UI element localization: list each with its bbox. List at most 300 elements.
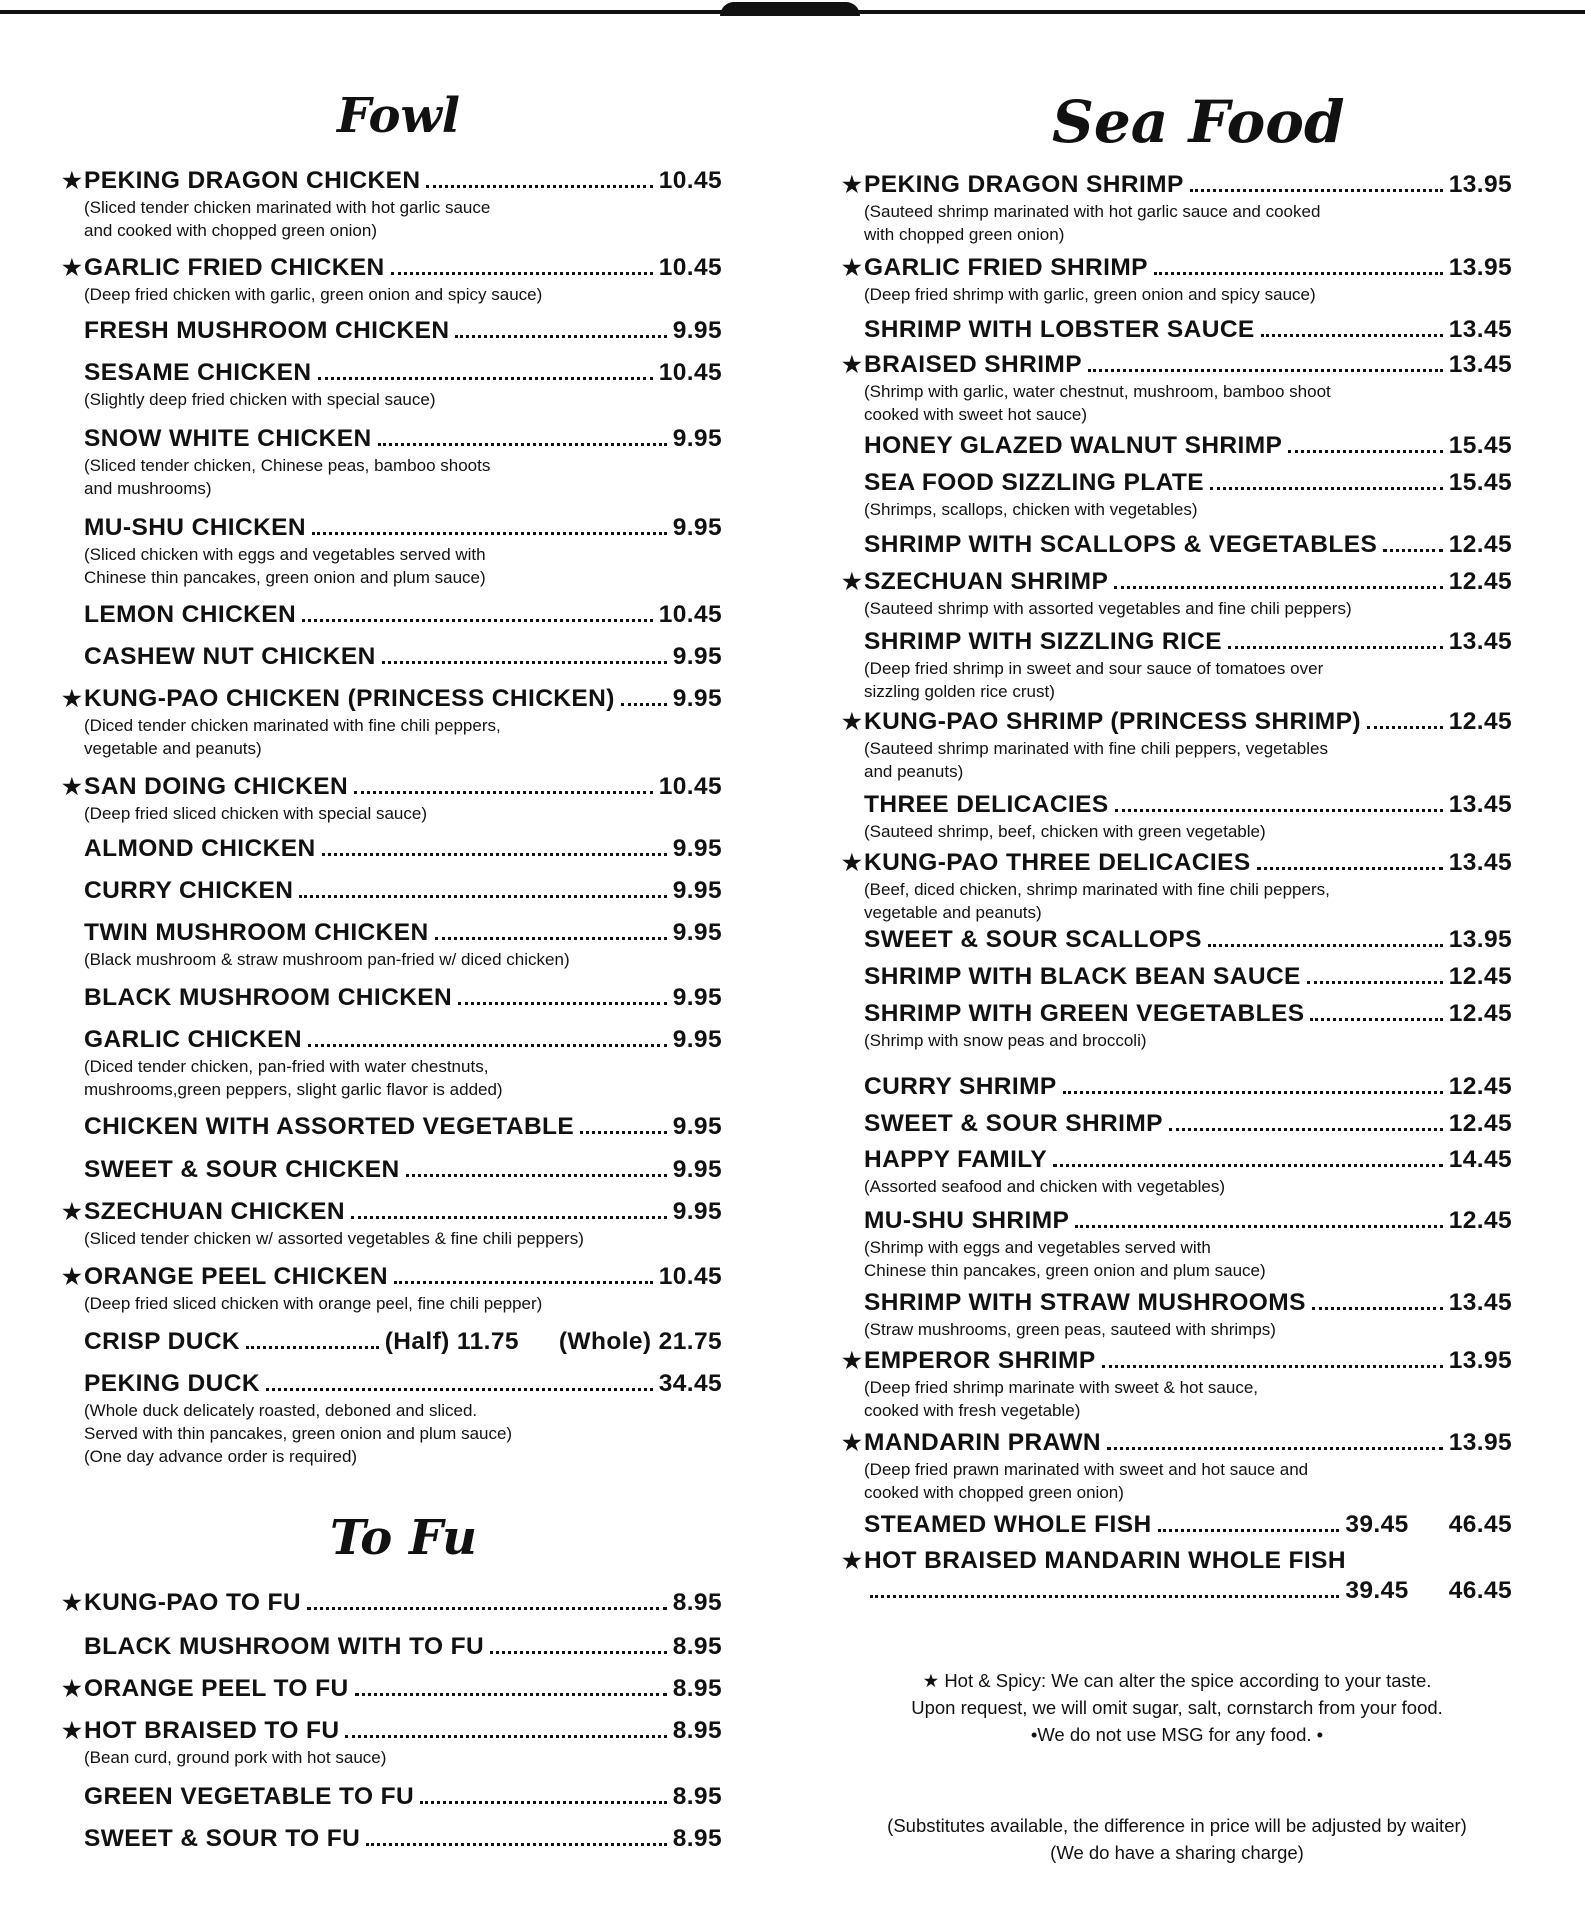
star-icon: ★ — [842, 850, 863, 875]
star-icon: ★ — [842, 1430, 863, 1455]
star-icon: ★ — [62, 168, 83, 193]
leader-dots — [354, 791, 653, 794]
menu-item-description: (Sauteed shrimp, beef, chicken with green vegetable) — [864, 822, 1266, 841]
menu-item — [842, 1145, 1512, 1198]
menu-item — [62, 1197, 722, 1250]
menu-item — [842, 790, 1512, 843]
menu-item-row — [842, 707, 1512, 737]
menu-item-description: (One day advance order is required) — [84, 1447, 358, 1466]
menu-item-name: GARLIC CHICKEN — [84, 1026, 302, 1053]
menu-item-name: BLACK MUSHROOM WITH TO FU — [84, 1633, 485, 1660]
star-icon: ★ — [62, 1199, 83, 1224]
menu-item-description: and peanuts) — [864, 762, 964, 781]
menu-item-name: STEAMED WHOLE FISH — [864, 1511, 1152, 1538]
menu-item-row — [62, 1369, 722, 1399]
menu-item-price: 15.45 — [1448, 469, 1512, 496]
menu-item-name: KUNG-PAO SHRIMP (PRINCESS SHRIMP) — [864, 708, 1361, 735]
menu-item-row — [842, 431, 1512, 461]
menu-item-row — [842, 999, 1512, 1029]
leader-dots — [1063, 1091, 1443, 1094]
menu-item-description: Served with thin pancakes, green onion and plum sauce) — [84, 1424, 513, 1443]
menu-item-description: (Whole duck delicately roasted, deboned and sliced. — [84, 1401, 478, 1420]
menu-item-name: THREE DELICACIES — [864, 791, 1109, 818]
menu-item-row — [62, 772, 722, 802]
menu-item-price: 8.95 — [672, 1589, 722, 1616]
menu-item — [842, 567, 1512, 620]
menu-item-row — [842, 468, 1512, 498]
menu-item-name: SHRIMP WITH STRAW MUSHROOMS — [864, 1289, 1306, 1316]
menu-item-price: 9.95 — [672, 984, 722, 1011]
menu-item-row — [842, 253, 1512, 283]
menu-item-row — [842, 1346, 1512, 1376]
menu-item-name: BLACK MUSHROOM CHICKEN — [84, 984, 453, 1011]
menu-item-row — [62, 1327, 722, 1357]
menu-item — [842, 1288, 1512, 1341]
leader-dots — [312, 532, 667, 535]
leader-dots — [435, 937, 667, 940]
seafood-title: Sea Food — [1052, 88, 1345, 156]
menu-item-description: (Deep fried sliced chicken with special sauce) — [84, 804, 427, 823]
leader-dots — [366, 1843, 666, 1846]
menu-item-name: FRESH MUSHROOM CHICKEN — [84, 317, 450, 344]
menu-item — [62, 772, 722, 825]
leader-dots — [1114, 586, 1442, 589]
star-icon: ★ — [842, 352, 863, 377]
menu-item-name: SAN DOING CHICKEN — [84, 773, 349, 800]
menu-item-description: (Shrimps, scallops, chicken with vegetables) — [864, 500, 1198, 519]
star-icon: ★ — [62, 1264, 83, 1289]
menu-item-description: (Sliced tender chicken w/ assorted vegetables & fine chili peppers) — [84, 1229, 584, 1248]
menu-item — [842, 1109, 1512, 1139]
leader-dots — [1310, 1018, 1442, 1021]
leader-dots — [382, 661, 667, 664]
menu-item-price: 13.45 — [1448, 628, 1512, 655]
menu-item-row — [62, 253, 722, 283]
menu-item-name: SEA FOOD SIZZLING PLATE — [864, 469, 1204, 496]
menu-item-name: SHRIMP WITH SCALLOPS & VEGETABLES — [864, 531, 1378, 558]
menu-item-price: 13.45 — [1448, 1289, 1512, 1316]
menu-item-name: SNOW WHITE CHICKEN — [84, 425, 372, 452]
menu-item — [842, 1428, 1512, 1504]
menu-item — [842, 999, 1512, 1052]
menu-item-name: EMPEROR SHRIMP — [864, 1347, 1096, 1374]
menu-item-price: 9.95 — [672, 1198, 722, 1225]
leader-dots — [621, 703, 667, 706]
menu-item-description: (Sauteed shrimp marinated with fine chili peppers, vegetables — [864, 739, 1328, 758]
menu-item — [62, 1025, 722, 1101]
menu-item-row — [62, 684, 722, 714]
menu-item-price: 10.45 — [658, 601, 722, 628]
menu-item — [62, 316, 722, 346]
menu-item-name: CHICKEN WITH ASSORTED VEGETABLE — [84, 1113, 575, 1140]
menu-item-row — [62, 1112, 722, 1142]
menu-item-price: 9.95 — [672, 643, 722, 670]
leader-dots — [391, 272, 653, 275]
menu-item-name: SWEET & SOUR SHRIMP — [864, 1110, 1163, 1137]
menu-item — [842, 170, 1512, 246]
menu-item — [62, 1155, 722, 1185]
menu-item-row — [842, 1428, 1512, 1458]
menu-item-name: SWEET & SOUR SCALLOPS — [864, 926, 1202, 953]
leader-dots — [1261, 334, 1443, 337]
menu-item — [62, 1674, 722, 1704]
menu-item-description: (Beef, diced chicken, shrimp marinated with fine chili peppers, — [864, 880, 1330, 899]
menu-item-row — [842, 1206, 1512, 1236]
menu-item — [62, 1369, 722, 1468]
menu-item-name: SWEET & SOUR CHICKEN — [84, 1156, 400, 1183]
menu-item-name: SESAME CHICKEN — [84, 359, 312, 386]
menu-item-price: 9.95 — [672, 877, 722, 904]
menu-item-price: 12.45 — [1448, 531, 1512, 558]
menu-item-row — [842, 1288, 1512, 1318]
menu-item — [62, 1327, 722, 1357]
menu-item-description: (Black mushroom & straw mushroom pan-fried w/ diced chicken) — [84, 950, 570, 969]
menu-item — [62, 1824, 722, 1854]
menu-item-description: Chinese thin pancakes, green onion and plum sauce) — [864, 1261, 1266, 1280]
menu-item-price: 9.95 — [672, 317, 722, 344]
menu-item-description: (Deep fried shrimp in sweet and sour sauce of tomatoes over — [864, 659, 1324, 678]
leader-dots — [1307, 981, 1443, 984]
menu-item-description: (Shrimp with eggs and vegetables served with — [864, 1238, 1211, 1257]
leader-dots — [378, 443, 667, 446]
menu-item — [842, 315, 1512, 345]
menu-item-price: 9.95 — [672, 685, 722, 712]
menu-item — [842, 253, 1512, 306]
menu-item — [62, 918, 722, 971]
menu-item-row — [62, 642, 722, 672]
menu-item-row — [842, 567, 1512, 597]
menu-item-price-large: 46.45 — [1448, 1577, 1512, 1604]
menu-item-description: (Sliced chicken with eggs and vegetables served with — [84, 545, 486, 564]
leader-dots — [1228, 646, 1443, 649]
leader-dots — [1312, 1307, 1443, 1310]
leader-dots — [1115, 809, 1443, 812]
menu-item-row — [62, 876, 722, 906]
menu-item-row — [62, 358, 722, 388]
menu-item-price: 8.95 — [672, 1717, 722, 1744]
menu-item-name: ALMOND CHICKEN — [84, 835, 316, 862]
menu-item-description: and cooked with chopped green onion) — [84, 221, 377, 240]
menu-item-row — [62, 834, 722, 864]
leader-dots — [246, 1346, 379, 1349]
leader-dots — [870, 1595, 1339, 1598]
leader-dots — [1102, 1365, 1443, 1368]
menu-item-description: (Diced tender chicken marinated with fine chili peppers, — [84, 716, 501, 735]
menu-item-name: LEMON CHICKEN — [84, 601, 297, 628]
menu-item-name: BRAISED SHRIMP — [864, 351, 1082, 378]
leader-dots — [580, 1131, 667, 1134]
menu-item-row — [62, 1716, 722, 1746]
menu-item-row — [842, 1109, 1512, 1139]
menu-item-name: PEKING DUCK — [84, 1370, 260, 1397]
menu-item-price: 8.95 — [672, 1633, 722, 1660]
menu-item-price-half: (Half) 11.75 — [384, 1328, 519, 1355]
menu-item-description: (Bean curd, ground pork with hot sauce) — [84, 1748, 387, 1767]
menu-item-row — [62, 1197, 722, 1227]
menu-item-name: HOT BRAISED MANDARIN WHOLE FISH — [864, 1547, 1346, 1574]
menu-item-price: 13.95 — [1448, 171, 1512, 198]
menu-item-name: CURRY SHRIMP — [864, 1073, 1057, 1100]
menu-item — [842, 468, 1512, 521]
menu-item-row — [842, 962, 1512, 992]
leader-dots — [1208, 944, 1443, 947]
star-icon: ★ — [62, 1718, 83, 1743]
leader-dots — [406, 1174, 667, 1177]
star-icon: ★ — [842, 1548, 863, 1573]
msg-note: •We do not use MSG for any food. • — [1030, 1724, 1324, 1745]
menu-item-name: SHRIMP WITH SIZZLING RICE — [864, 628, 1222, 655]
leader-dots — [266, 1388, 653, 1391]
menu-item-row — [842, 1145, 1512, 1175]
menu-item-price-row — [842, 1576, 1512, 1606]
menu-item-description: cooked with sweet hot sauce) — [864, 405, 1088, 424]
menu-item-row — [842, 315, 1512, 345]
menu-item-name: ORANGE PEEL TO FU — [84, 1675, 349, 1702]
menu-item — [842, 1346, 1512, 1422]
menu-item-name: MU-SHU CHICKEN — [84, 514, 307, 541]
menu-item-row — [842, 170, 1512, 200]
menu-item-price: 39.45 — [1345, 1577, 1409, 1604]
menu-item-price: 13.95 — [1448, 926, 1512, 953]
menu-item — [62, 1262, 722, 1315]
menu-item-row — [62, 983, 722, 1013]
menu-item-price: 9.95 — [672, 514, 722, 541]
menu-item-price: 13.95 — [1448, 1347, 1512, 1374]
menu-item-row — [842, 1510, 1512, 1540]
menu-item-description: (Straw mushrooms, green peas, sauteed with shrimps) — [864, 1320, 1276, 1339]
menu-item-row — [62, 424, 722, 454]
menu-item-name: SHRIMP WITH BLACK BEAN SAUCE — [864, 963, 1301, 990]
menu-item-price: 9.95 — [672, 1113, 722, 1140]
menu-item — [62, 983, 722, 1013]
star-icon: ★ — [842, 172, 863, 197]
menu-item-name: KUNG-PAO TO FU — [84, 1589, 302, 1616]
top-rule-ornament — [720, 2, 860, 16]
menu-item-description: (Sliced tender chicken marinated with hot garlic sauce — [84, 198, 491, 217]
menu-item-price: 12.45 — [1448, 708, 1512, 735]
menu-item-name: CURRY CHICKEN — [84, 877, 294, 904]
menu-item — [62, 684, 722, 760]
menu-item-name: SZECHUAN CHICKEN — [84, 1198, 345, 1225]
menu-item-row — [842, 627, 1512, 657]
leader-dots — [1107, 1447, 1443, 1450]
menu-item — [62, 358, 722, 411]
menu-item-description: (Diced tender chicken, pan-fried with water chestnuts, — [84, 1057, 489, 1076]
menu-item-description: cooked with chopped green onion) — [864, 1483, 1124, 1502]
menu-item-name: HONEY GLAZED WALNUT SHRIMP — [864, 432, 1283, 459]
leader-dots — [1383, 549, 1442, 552]
menu-item — [62, 834, 722, 864]
menu-item-price: 13.45 — [1448, 316, 1512, 343]
menu-item — [842, 431, 1512, 461]
menu-item-row — [842, 790, 1512, 820]
menu-item — [842, 848, 1512, 924]
menu-item-description: with chopped green onion) — [864, 225, 1065, 244]
menu-item-price: 13.45 — [1448, 791, 1512, 818]
menu-item — [842, 627, 1512, 703]
menu-item-price: 8.95 — [672, 1783, 722, 1810]
star-icon: ★ — [62, 1590, 83, 1615]
menu-item-name: GARLIC FRIED CHICKEN — [84, 254, 385, 281]
menu-item-row — [62, 1262, 722, 1292]
menu-item-price: 10.45 — [658, 1263, 722, 1290]
menu-item-price: 9.95 — [672, 919, 722, 946]
menu-item-name: CASHEW NUT CHICKEN — [84, 643, 376, 670]
leader-dots — [1210, 487, 1443, 490]
menu-item — [842, 925, 1512, 955]
menu-item-row — [62, 1588, 722, 1618]
menu-item — [842, 1510, 1512, 1540]
leader-dots — [1088, 369, 1443, 372]
leader-dots — [1075, 1225, 1442, 1228]
menu-item-description: (Sauteed shrimp with assorted vegetables and fine chili peppers) — [864, 599, 1352, 618]
menu-item-price: 12.45 — [1448, 1110, 1512, 1137]
menu-item — [62, 1716, 722, 1769]
menu-item-price: 12.45 — [1448, 963, 1512, 990]
menu-item-row — [842, 848, 1512, 878]
menu-item-name: ORANGE PEEL CHICKEN — [84, 1263, 388, 1290]
leader-dots — [318, 377, 653, 380]
menu-item-row — [842, 925, 1512, 955]
menu-item-row — [62, 918, 722, 948]
menu-item-name: SHRIMP WITH LOBSTER SAUCE — [864, 316, 1255, 343]
star-icon: ★ — [842, 255, 863, 280]
menu-item — [842, 530, 1512, 560]
leader-dots — [458, 1002, 667, 1005]
menu-item-description: (Shrimp with snow peas and broccoli) — [864, 1031, 1147, 1050]
leader-dots — [299, 895, 666, 898]
menu-item-price: 12.45 — [1448, 1000, 1512, 1027]
leader-dots — [1154, 272, 1443, 275]
menu-item-price: 10.45 — [658, 359, 722, 386]
menu-item-row — [842, 350, 1512, 380]
leader-dots — [322, 853, 667, 856]
menu-item — [62, 166, 722, 242]
spicy-note: ★ Hot & Spicy: We can alter the spice according to your taste. — [922, 1670, 1432, 1691]
menu-item-description: vegetable and peanuts) — [864, 903, 1042, 922]
menu-item — [62, 424, 722, 500]
menu-item-row — [62, 513, 722, 543]
menu-item-name: PEKING DRAGON CHICKEN — [84, 167, 421, 194]
menu-item-price: 8.95 — [672, 1675, 722, 1702]
leader-dots — [1367, 726, 1443, 729]
leader-dots — [355, 1693, 667, 1696]
menu-item — [842, 350, 1512, 426]
menu-item-row — [62, 600, 722, 630]
leader-dots — [1190, 189, 1443, 192]
menu-item-price: 34.45 — [658, 1370, 722, 1397]
leader-dots — [1257, 867, 1443, 870]
menu-item-price: 15.45 — [1448, 432, 1512, 459]
leader-dots — [345, 1735, 666, 1738]
substitutes-note: (Substitutes available, the difference in price will be adjusted by waiter) — [887, 1815, 1467, 1836]
menu-item-description: vegetable and peanuts) — [84, 739, 262, 758]
menu-item-row — [842, 1546, 1512, 1576]
star-icon: ★ — [62, 1676, 83, 1701]
menu-item-name: KUNG-PAO THREE DELICACIES — [864, 849, 1251, 876]
menu-item-price: 9.95 — [672, 1026, 722, 1053]
menu-item — [62, 876, 722, 906]
menu-item-price: 9.95 — [672, 1156, 722, 1183]
menu-item-price: 9.95 — [672, 425, 722, 452]
star-icon: ★ — [842, 1348, 863, 1373]
menu-item-description: (Deep fried shrimp marinate with sweet & hot sauce, — [864, 1378, 1259, 1397]
menu-item-description: Chinese thin pancakes, green onion and plum sauce) — [84, 568, 486, 587]
menu-item-row — [62, 1824, 722, 1854]
menu-item-price: 12.45 — [1448, 1207, 1512, 1234]
menu-item-description: (Sliced tender chicken, Chinese peas, bamboo shoots — [84, 456, 491, 475]
menu-item-row — [842, 1072, 1512, 1102]
menu-item-name: GARLIC FRIED SHRIMP — [864, 254, 1148, 281]
leader-dots — [1053, 1164, 1443, 1167]
menu-item — [842, 707, 1512, 783]
menu-item — [62, 600, 722, 630]
star-icon: ★ — [842, 709, 863, 734]
leader-dots — [1169, 1128, 1443, 1131]
menu-item-description: (Slightly deep fried chicken with special sauce) — [84, 390, 436, 409]
menu-item-price: 13.45 — [1448, 351, 1512, 378]
leader-dots — [302, 619, 653, 622]
menu-item-row — [62, 1782, 722, 1812]
menu-item-description: (Deep fried chicken with garlic, green onion and spicy sauce) — [84, 285, 543, 304]
menu-item-price: 13.45 — [1448, 849, 1512, 876]
menu-item-row — [62, 316, 722, 346]
menu-item-name: TWIN MUSHROOM CHICKEN — [84, 919, 429, 946]
menu-item-row — [62, 1632, 722, 1662]
sharing-note: (We do have a sharing charge) — [1050, 1842, 1304, 1863]
menu-item-price: 13.95 — [1448, 1429, 1512, 1456]
menu-item-price-large: 46.45 — [1448, 1511, 1512, 1538]
leader-dots — [1158, 1529, 1340, 1532]
menu-item-description: (Deep fried sliced chicken with orange peel, fine chili pepper) — [84, 1294, 543, 1313]
menu-item — [842, 1072, 1512, 1102]
leader-dots — [351, 1216, 667, 1219]
star-icon: ★ — [62, 774, 83, 799]
menu-item-row — [62, 1155, 722, 1185]
leader-dots — [455, 335, 666, 338]
star-icon: ★ — [62, 255, 83, 280]
menu-item-price: 10.45 — [658, 254, 722, 281]
menu-item — [842, 1206, 1512, 1282]
leader-dots — [420, 1801, 667, 1804]
menu-item-price: 8.95 — [672, 1825, 722, 1852]
leader-dots — [490, 1651, 667, 1654]
menu-item-description: (Deep fried shrimp with garlic, green onion and spicy sauce) — [864, 285, 1316, 304]
menu-item — [842, 1546, 1512, 1606]
menu-item-name: SHRIMP WITH GREEN VEGETABLES — [864, 1000, 1305, 1027]
menu-item-name: MANDARIN PRAWN — [864, 1429, 1101, 1456]
menu-item-row — [62, 166, 722, 196]
menu-item-description: (Shrimp with garlic, water chestnut, mushroom, bamboo shoot — [864, 382, 1331, 401]
menu-item — [62, 642, 722, 672]
menu-item-name: SWEET & SOUR TO FU — [84, 1825, 361, 1852]
menu-item-price-whole: (Whole) 21.75 — [558, 1328, 722, 1355]
tofu-title: To Fu — [330, 1510, 478, 1566]
fowl-title: Fowl — [337, 88, 461, 144]
menu-item-price: 14.45 — [1448, 1146, 1512, 1173]
menu-item-description: mushrooms,green peppers, slight garlic flavor is added) — [84, 1080, 503, 1099]
leader-dots — [426, 185, 652, 188]
menu-item-name: PEKING DRAGON SHRIMP — [864, 171, 1184, 198]
menu-item-row — [62, 1025, 722, 1055]
menu-item-description: (Assorted seafood and chicken with vegetables) — [864, 1177, 1225, 1196]
menu-item — [842, 962, 1512, 992]
menu-item-price: 13.95 — [1448, 254, 1512, 281]
leader-dots — [394, 1281, 653, 1284]
menu-item-price: 12.45 — [1448, 568, 1512, 595]
menu-item — [62, 513, 722, 589]
menu-item-price: 12.45 — [1448, 1073, 1512, 1100]
